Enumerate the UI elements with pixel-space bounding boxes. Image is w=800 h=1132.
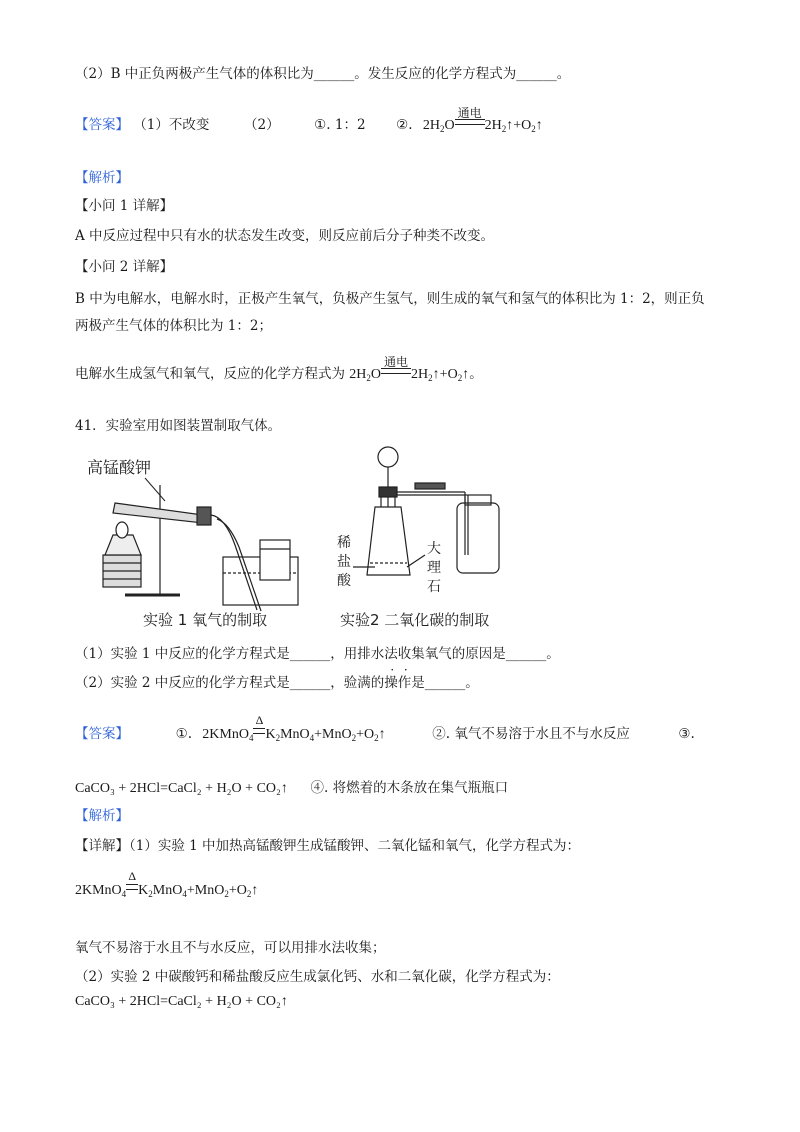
sub-question-2-text: B 中为电解水，电解水时，正极产生氧气，负极产生氢气，则生成的氧气和氢气的体积比为 1：2，则正负 xyxy=(75,291,705,307)
label-marble-3: 石 xyxy=(427,579,441,595)
label-exp2: 实验2 二氧化碳的制取 xyxy=(340,611,490,629)
sub-question-2-equation-line: 电解水生成氢气和氧气，反应的化学方程式为 $2H_2O$ 通电 $2H_2↑+O_2↑$。 xyxy=(75,355,483,383)
gas-jar-2 xyxy=(457,503,499,573)
kmno4-equation: 2KMnO$_4$ Δ $K_2MnO_4+MnO_2+O_2↑$ xyxy=(75,869,259,899)
detail-text: 【详解】（1）实验 1 中加热高锰酸钾生成锰酸钾、二氧化锰和氧气，化学方程式为： xyxy=(75,838,581,854)
kmno4-equation: 2KMnO$_4$ Δ $K_2MnO_4+MnO_2+O_2↑$ xyxy=(202,713,386,743)
analysis-heading: 【解析】 xyxy=(75,170,129,186)
gas-jar-1 xyxy=(260,540,290,580)
q2-text: （2）B 中正负两极产生气体的体积比为______。发生反应的化学方程式为______。 xyxy=(75,66,571,82)
answer-part: ②. xyxy=(396,117,413,133)
analysis-heading-2: 【解析】 xyxy=(75,808,129,824)
sub-question-1-text: A 中反应过程中只有水的状态发生改变，则反应前后分子种类不改变。 xyxy=(75,228,495,244)
answer-1-line xyxy=(75,106,543,134)
question-41-part-2-detail: （2）实验 2 中碳酸钙和稀盐酸反应生成氯化钙、水和二氧化碳，化学方程式为： xyxy=(75,969,560,985)
final-equation: CaCO₃ + 2HCl=CaCl₂ + H₂O + CO₂↑ xyxy=(75,994,288,1009)
answer-label: 【答案】 xyxy=(75,117,129,133)
answer-part: ①. 1：2 xyxy=(314,117,366,133)
electrolysis-equation: $2H_2O$ 通电 $2H_2↑+O_2↑$ xyxy=(349,355,470,383)
label-acid-3: 酸 xyxy=(337,573,351,589)
answer-label: 【答案】 xyxy=(75,726,129,742)
question-41-part-1: （1）实验 1 中反应的化学方程式是______，用排水法收集氧气的原因是______。 xyxy=(75,646,560,662)
label-acid-2: 盐 xyxy=(337,554,351,570)
answer-2-reason: 氧气不易溶于水且不与水反应 xyxy=(454,726,630,742)
electrolysis-equation: $2H_2O$ 通电 $2H_2↑+O_2↑$ xyxy=(422,106,543,134)
label-acid-1: 稀 xyxy=(337,535,351,551)
answer-2-line-2: CaCO₃ + 2HCl=CaCl₂ + H₂O + CO₂↑ ④. 将燃着的木条放在集气瓶瓶口 xyxy=(75,780,509,796)
label-kmno4: 高锰酸钾 xyxy=(87,458,152,477)
condition-label: 通电 xyxy=(457,106,482,120)
funnel-bulb xyxy=(378,447,398,467)
answer-part: （2） xyxy=(243,117,280,133)
caco3-equation: CaCO₃ + 2HCl=CaCl₂ + H₂O + CO₂↑ xyxy=(75,781,288,796)
question-41-part-2: （2）实验 2 中反应的化学方程式是______，验满的操作是______。 xyxy=(75,675,479,691)
answer-2-line: 【答案】 ①. 2KMnO$_4$ Δ $K_2MnO_4+MnO_2+O_2↑$ ②. 氧气不易溶于水且不与水反应 ③. xyxy=(75,713,695,743)
label-marble-1: 大 xyxy=(427,541,441,557)
label-exp1: 实验 1 氧气的制取 xyxy=(143,611,268,629)
answer-part: （1）不改变 xyxy=(133,117,210,133)
sub-question-1-heading: 【小问 1 详解】 xyxy=(75,198,174,214)
sub-question-2-text: 两极产生气体的体积比为 1：2； xyxy=(75,318,272,334)
question-41: 41．实验室用如图装置制取气体。 xyxy=(75,418,282,434)
oxygen-reason-text: 氧气不易溶于水且不与水反应，可以用排水法收集； xyxy=(75,940,386,956)
apparatus-diagram xyxy=(85,445,515,630)
conical-flask xyxy=(367,507,410,575)
detail-equation-line xyxy=(75,869,259,899)
test-tube xyxy=(113,503,203,523)
sub-question-2-heading: 【小问 2 详解】 xyxy=(75,259,174,275)
label-marble-2: 理 xyxy=(427,560,441,576)
